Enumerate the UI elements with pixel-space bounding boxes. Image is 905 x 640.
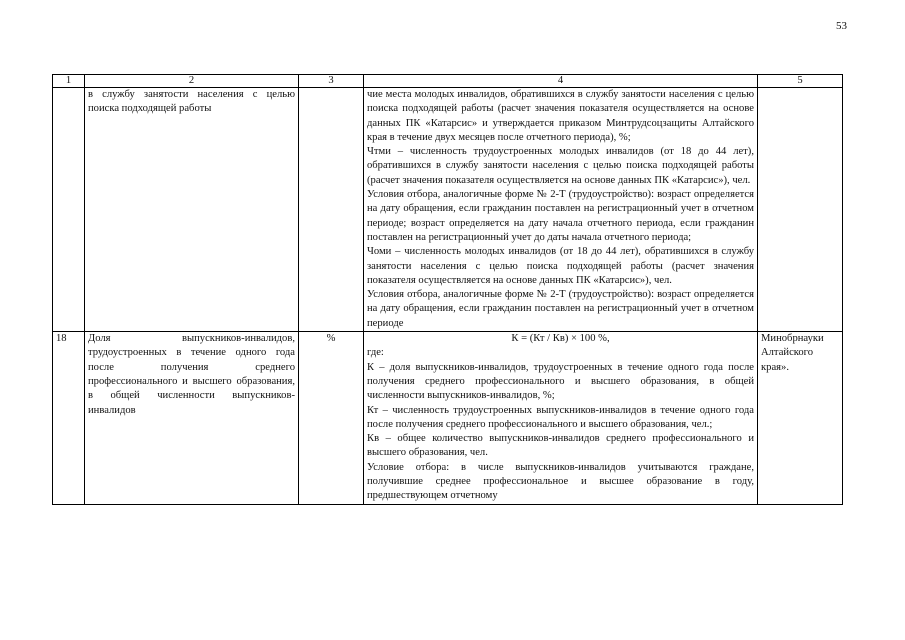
method-paragraph: Условие отбора: в числе выпускников-инвалидов учитываются граждане, получившие среднее профессиональное и высшее образование в году, предшествующем отчетному bbox=[367, 461, 754, 502]
table-header-row bbox=[53, 75, 843, 88]
method-paragraph: Кт – численность трудоустроенных выпускников-инвалидов в течение одного года после получения среднего профессионального и высшего образования, чел.; bbox=[367, 404, 754, 430]
page-number: 53 bbox=[836, 20, 847, 32]
unit-cell: % bbox=[299, 332, 364, 505]
row-number-cell: 18 bbox=[53, 332, 85, 505]
method-paragraph: чие места молодых инвалидов, обратившихся в службу занятости населения с целью поиска подходящей работы (расчет значения показателя осуществляется на основе данных ПК «Катарсис» и утверждается приказом Минтрудсоцзащиты Алтайского края в течение двух месяцев после отчетного периода), %; bbox=[367, 89, 754, 143]
method-paragraph: Кв – общее количество выпускников-инвалидов среднего профессионального и высшего образования, чел. bbox=[367, 433, 754, 459]
method-cell bbox=[364, 332, 758, 505]
formula: К = (Кт / Кв) × 100 %, bbox=[511, 333, 610, 345]
method-paragraph: К – доля выпускников-инвалидов, трудоустроенных в течение одного года после получения среднего профессионального и высшего образования, в общей численности выпускников-инвалидов, %; bbox=[367, 361, 754, 402]
row-number-cell bbox=[53, 88, 85, 332]
indicators-table bbox=[52, 74, 843, 505]
header-cell-2: 2 bbox=[85, 75, 299, 88]
responsible-cell bbox=[758, 88, 843, 332]
method-cell bbox=[364, 88, 758, 332]
method-paragraph: где: bbox=[367, 347, 384, 359]
header-cell-4: 4 bbox=[364, 75, 758, 88]
header-cell-5: 5 bbox=[758, 75, 843, 88]
table-row bbox=[53, 88, 843, 332]
indicator-name-cell: Доля выпускников-инвалидов, трудоустроенных в течение одного года после получения среднего профессионального и высшего образования, в общей численности выпускников-инвалидов bbox=[85, 332, 299, 505]
method-paragraph: Чтми – численность трудоустроенных молодых инвалидов (от 18 до 44 лет), обратившихся в службу занятости населения с целью поиска подходящей работы (расчет значения показателя осуществляется на основе данных ПК «Катарсис»), чел. bbox=[367, 146, 754, 186]
header-cell-3: 3 bbox=[299, 75, 364, 88]
indicator-name-cell: в службу занятости населения с целью поиска подходящей работы bbox=[85, 88, 299, 332]
method-paragraph: Чоми – численность молодых инвалидов (от 18 до 44 лет), обратившихся в службу занятости населения с целью поиска подходящей работы (расчет значения показателя осуществляется на основе данных ПК «Катарсис»), чел. bbox=[367, 246, 754, 286]
table-row bbox=[53, 332, 843, 505]
method-paragraph: Условия отбора, аналогичные форме № 2-Т (трудоустройство): возраст определяется на дату обращения, если гражданин поставлен на регистрационный учет в отчетном периоде bbox=[367, 289, 754, 329]
unit-cell bbox=[299, 88, 364, 332]
method-paragraph: Условия отбора, аналогичные форме № 2-Т (трудоустройство): возраст определяется на дату обращения, если гражданин поставлен на регистрационный учет в отчетном периоде; возраст определяется на дату начала отчетного периода, если гражданин поставлен на регистрационный учет до даты начала отчетного периода; bbox=[367, 189, 754, 243]
header-cell-1: 1 bbox=[53, 75, 85, 88]
responsible-cell: Минобрнауки Алтайского края». bbox=[758, 332, 843, 505]
